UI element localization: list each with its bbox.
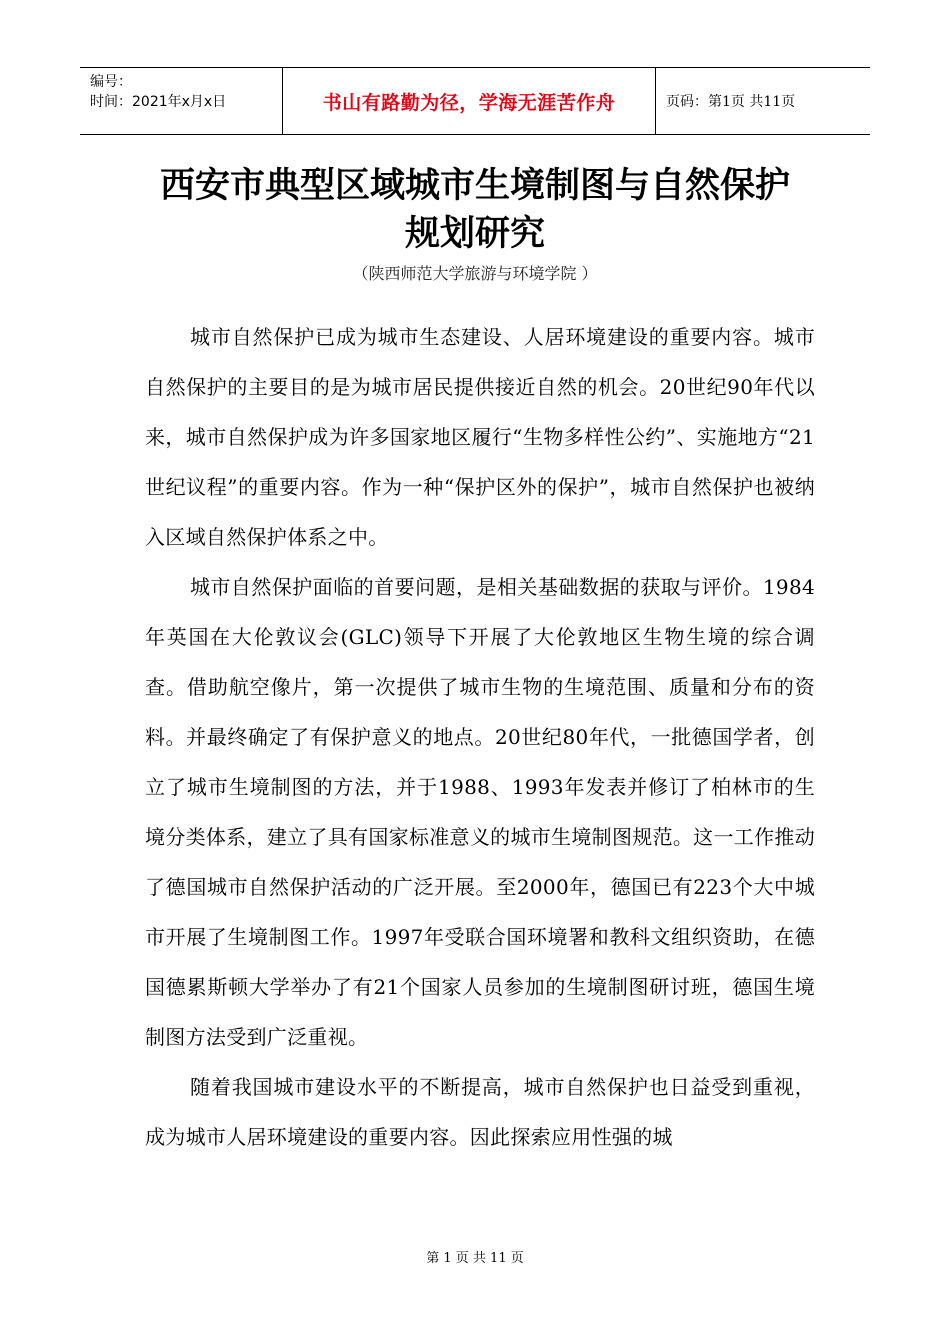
header-meta xyxy=(80,68,282,134)
paragraph: 城市自然保护面临的首要问题，是相关基础数据的获取与评价。1984年英国在大伦敦议会(GLC)领导下开展了大伦敦地区生物生境的综合调查。借助航空像片，第一次提供了城市生物的生境范围、质量和分布的资料。并最终确定了有保护意义的地点。20世纪80年代，一批德国学者，创立了城市生境制图的方法，并于1988、1993年发表并修订了柏林市的生境分类体系，建立了具有国家标准意义的城市生境制图规范。这一工作推动了德国城市自然保护活动的广泛开展。至2000年，德国已有223个大中城市开展了生境制图工作。1997年受联合国环境署和教科文组织资助，在德国德累斯顿大学举办了有21个国家人员参加的生境制图研讨班，德国生境制图方法受到广泛重视。 xyxy=(145,575,815,1049)
title-line-2: 规划研究 xyxy=(404,213,545,254)
paragraph: 城市自然保护已成为城市生态建设、人居环境建设的重要内容。城市自然保护的主要目的是为城市居民提供接近自然的机会。20世纪90年代以来，城市自然保护成为许多国家地区履行“生物多样性公约”、实施地方“21世纪议程”的重要内容。作为一种“保护区外的保护”，城市自然保护也被纳入区域自然保护体系之中。 xyxy=(145,325,815,549)
title-line-1: 西安市典型区域城市生境制图与自然保护 xyxy=(159,165,790,206)
header-motto: 书山有路勤为径，学海无涯苦作舟 xyxy=(282,68,656,134)
document-header xyxy=(80,67,870,135)
number-label: 编号： xyxy=(90,74,132,90)
body-text xyxy=(145,312,815,1162)
paragraph: 随着我国城市建设水平的不断提高，城市自然保护也日益受到重视，成为城市人居环境建设的重要内容。因此探索应用性强的城 xyxy=(145,1075,815,1149)
header-page-info: 页码：第1页 共11页 xyxy=(666,94,796,110)
page-footer: 第 1 页 共 11 页 xyxy=(426,1251,524,1266)
time-label: 时间：2021年x月x日 xyxy=(90,94,227,110)
affiliation: （陕西师范大学旅游与环境学院 ） xyxy=(352,264,598,283)
